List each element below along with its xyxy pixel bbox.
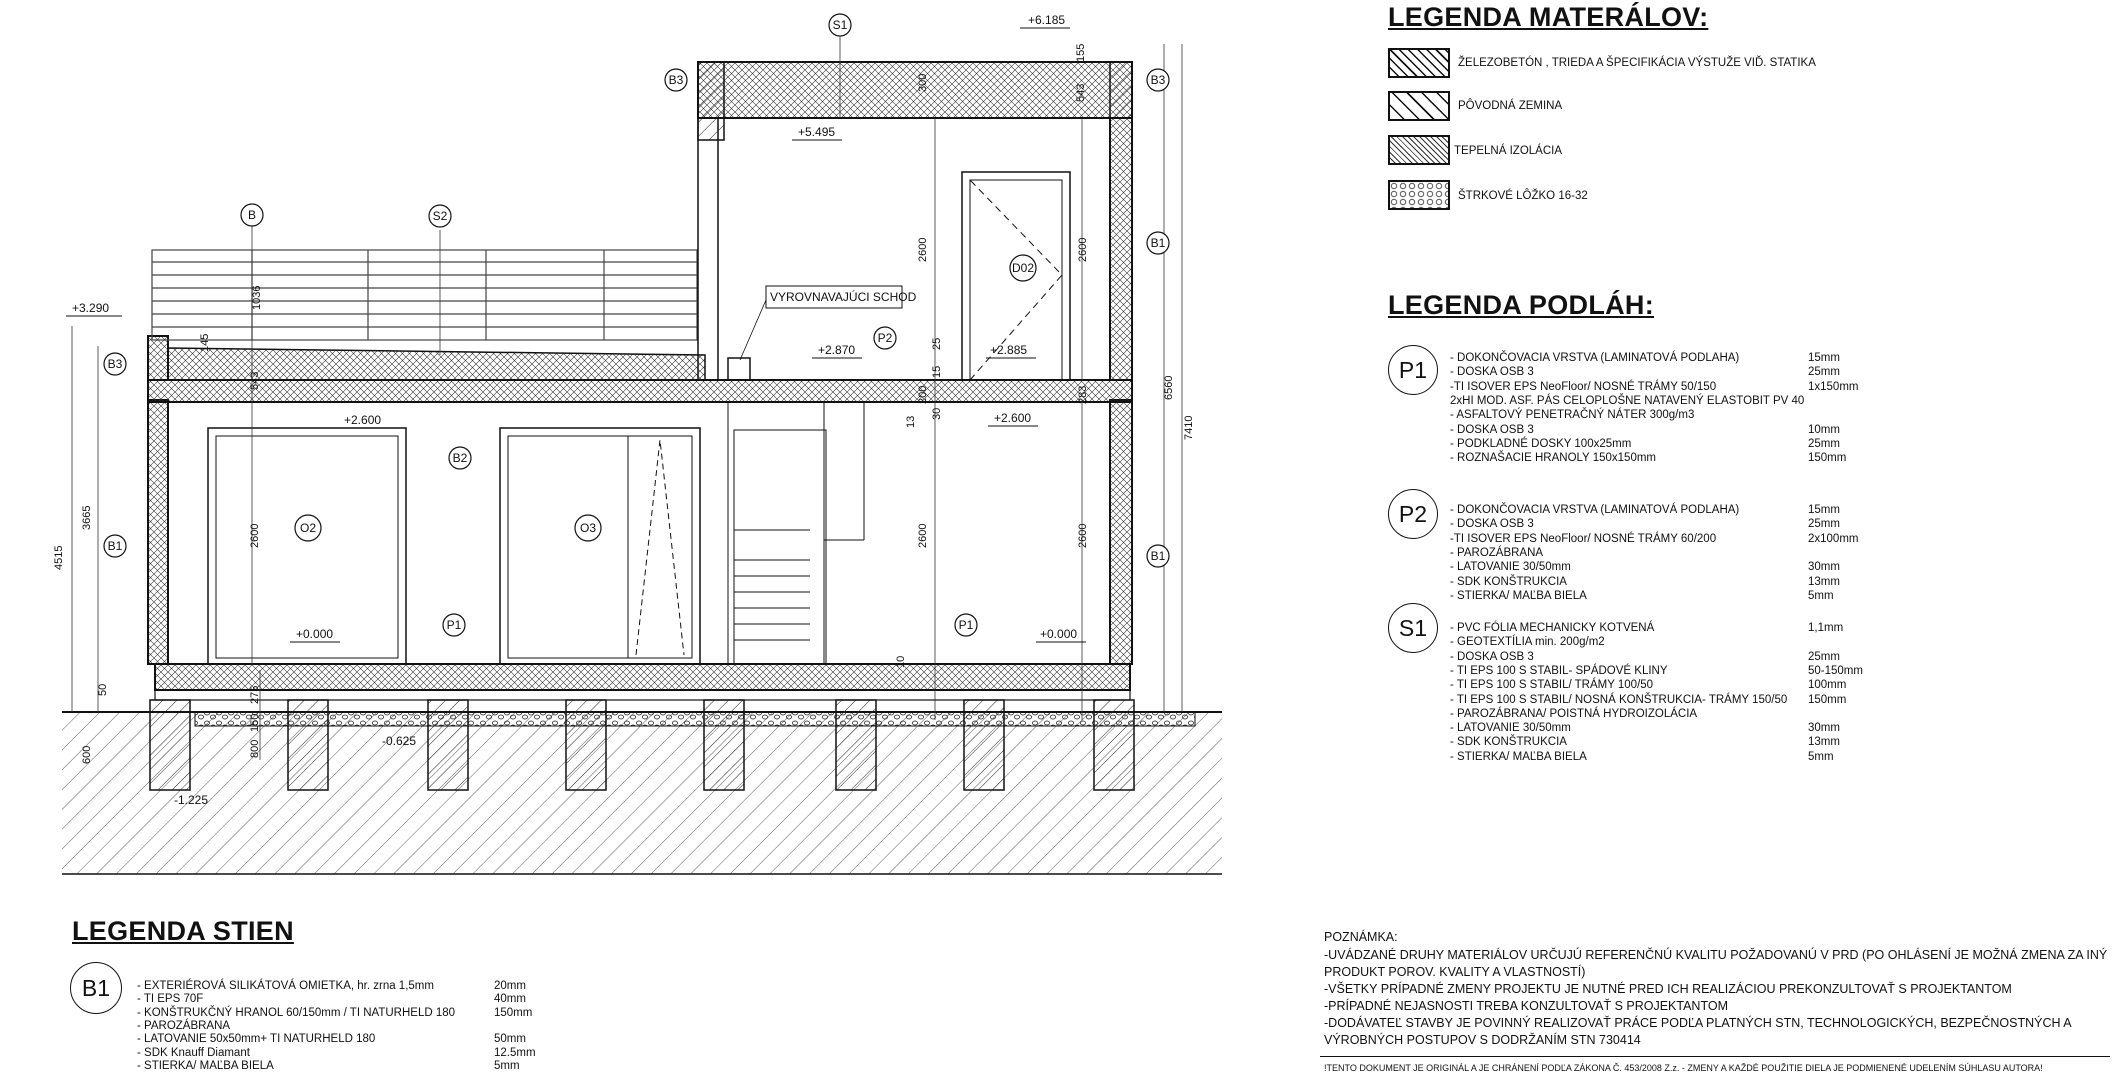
floor-tag-p2: P2 bbox=[1388, 489, 1438, 539]
layer-thickness: 15mm bbox=[1808, 352, 1840, 364]
swatch-gravel-bed bbox=[1388, 180, 1450, 210]
layer-thickness: 15mm bbox=[1808, 504, 1840, 516]
dim-25: 25 bbox=[931, 337, 943, 350]
elev-ceiling-right: +2.600 bbox=[994, 411, 1032, 425]
material-label-gravel: ŠTRKOVÉ LÔŽKO 16-32 bbox=[1458, 190, 1588, 202]
staircase bbox=[728, 402, 864, 664]
elev-floor-right: +0.000 bbox=[1040, 627, 1078, 641]
layer-thickness: 25mm bbox=[1808, 366, 1840, 379]
wall-tag-b1: B1 bbox=[70, 962, 122, 1014]
swatch-thermal-insulation bbox=[1388, 135, 1450, 165]
layer-thickness: 5mm bbox=[494, 1059, 520, 1072]
layer-thickness: 1x150mm bbox=[1808, 380, 1859, 393]
tag-p1-left: P1 bbox=[446, 618, 462, 632]
tag-s1: S1 bbox=[832, 18, 848, 32]
dim-left-lower: 3665 bbox=[81, 505, 93, 530]
tag-p2: P2 bbox=[877, 331, 893, 345]
tag-b3-terrace: B3 bbox=[107, 357, 123, 371]
layer-row: - LATOVANIE 50x50mm+ TI NATURHELD 180 bbox=[137, 1033, 376, 1046]
layer-row: - ASFALTOVÝ PENETRAČNÝ NÁTER 300g/m3 bbox=[1450, 409, 1695, 422]
elev-ceiling-left: +2.600 bbox=[344, 413, 382, 427]
wall-right-lower bbox=[1110, 400, 1132, 664]
dim-150: 150 bbox=[249, 713, 261, 732]
layer-thickness: 150mm bbox=[1808, 693, 1847, 706]
elev-parapet: +3.290 bbox=[72, 301, 110, 315]
dim-left-total: 4515 bbox=[53, 545, 65, 570]
layer-row: - DOKONČOVACIA VRSTVA (LAMINATOVÁ PODLAHA) bbox=[1450, 352, 1740, 364]
dim-2600-upper-right: 2600 bbox=[1077, 237, 1089, 262]
dim-200-mid: 200 bbox=[917, 385, 929, 404]
layer-row: - SDK KONŠTRUKCIA bbox=[1450, 736, 1567, 749]
note-line: VÝROBNÝCH POSTUPOV S DODRŽANÍM STN 730414 bbox=[1324, 1033, 1641, 1047]
dim-2600-stair: 2600 bbox=[917, 523, 929, 548]
layer-row: -TI ISOVER EPS NeoFloor/ NOSNÉ TRÁMY 60/200 bbox=[1450, 532, 1717, 545]
dim-upper-height: 6560 bbox=[1163, 375, 1175, 400]
layer-row: - SDK Knauff Diamant bbox=[137, 1046, 250, 1059]
layer-row: - STIERKA/ MAĽBA BIELA bbox=[137, 1059, 274, 1072]
copyright-notice: !TENTO DOKUMENT JE ORIGINÁL A JE CHRÁNENÍ PODĽA ZÁKONA Č. 453/2008 Z.z. - ZMENY A KAŽDÉ POUŽITIE DIELA JE PODMIENENÉ UDELENÍM SÚHLASU AUTORA! bbox=[1324, 1063, 2043, 1073]
material-label-concrete: ŽELEZOBETÓN , TRIEDA A ŠPECIFIKÁCIA VÝSTUŽE VIĎ. STATIKA bbox=[1458, 57, 1816, 69]
layer-row: 2xHI MOD. ASF. PÁS CELOPLOŠNE NATAVENÝ ELASTOBIT PV 40 bbox=[1450, 394, 1805, 407]
layer-row: - PAROZÁBRANA bbox=[137, 1019, 231, 1032]
dim-145: 145 bbox=[199, 333, 211, 352]
dim-50: 50 bbox=[97, 683, 109, 696]
tag-b2: B2 bbox=[452, 451, 468, 465]
dim-275: 275 bbox=[249, 685, 261, 704]
layer-row: - TI EPS 100 S STABIL/ TRÁMY 100/50 bbox=[1450, 679, 1654, 692]
tag-d02: D02 bbox=[1011, 261, 1035, 275]
dim-2600-upper-left: 2600 bbox=[917, 237, 929, 262]
swatch-reinforced-concrete bbox=[1388, 48, 1450, 78]
tag-b3-left: B3 bbox=[668, 73, 684, 87]
layer-row: - PODKLADNÉ DOSKY 100x25mm bbox=[1450, 437, 1632, 450]
layer-row: - SDK KONŠTRUKCIA bbox=[1450, 575, 1567, 588]
layer-thickness: 1,1mm bbox=[1808, 622, 1844, 634]
layer-thickness: 13mm bbox=[1808, 736, 1840, 749]
layer-thickness: 50-150mm bbox=[1808, 664, 1863, 677]
layer-row: - TI EPS 70F bbox=[137, 993, 204, 1006]
layer-thickness: 150mm bbox=[1808, 452, 1847, 465]
layer-row: - TI EPS 100 S STABIL- SPÁDOVÉ KLINY bbox=[1450, 664, 1668, 677]
layer-row: - DOSKA OSB 3 bbox=[1450, 423, 1534, 436]
tag-o3: O3 bbox=[579, 521, 597, 535]
layer-thickness: 50mm bbox=[494, 1033, 526, 1046]
tag-s2: S2 bbox=[432, 209, 448, 223]
layer-thickness: 100mm bbox=[1808, 679, 1847, 692]
layer-row: - TI EPS 100 S STABIL/ NOSNÁ KONŠTRUKCIA- TRÁMY 150/50 bbox=[1450, 693, 1788, 706]
dim-total-height: 7410 bbox=[1183, 415, 1195, 440]
layer-row: - KONŠTRUKČNÝ HRANOL 60/150mm / TI NATURHELD 180 bbox=[137, 1006, 456, 1019]
roof-edge-right bbox=[1110, 62, 1132, 118]
layer-row: - DOSKA OSB 3 bbox=[1450, 518, 1534, 531]
wall-left bbox=[148, 400, 168, 664]
ground-floor-slab bbox=[155, 664, 1130, 690]
tag-b1-left: B1 bbox=[107, 539, 123, 553]
dim-2600-right: 2600 bbox=[1077, 523, 1089, 548]
elev-footing-a: -0.625 bbox=[382, 734, 417, 748]
tag-b1-upper: B1 bbox=[1150, 236, 1166, 250]
layer-row: - PAROZÁBRANA bbox=[1450, 546, 1544, 559]
layer-row: - PAROZÁBRANA/ POISTNÁ HYDROIZOLÁCIA bbox=[1450, 707, 1698, 720]
note-line: -PRÍPADNÉ NEJASNOSTI TREBA KONZULTOVAŤ S PROJEKTANTOM bbox=[1324, 999, 1729, 1013]
layer-row: - ROZNAŠACIE HRANOLY 150x150mm bbox=[1450, 452, 1656, 465]
mid-floor-slab bbox=[148, 380, 1132, 402]
roof-edge-left bbox=[698, 62, 724, 140]
layer-row: - DOSKA OSB 3 bbox=[1450, 650, 1534, 663]
layer-thickness: 30mm bbox=[1808, 722, 1840, 735]
layer-thickness: 10mm bbox=[1808, 423, 1840, 436]
layer-thickness: 5mm bbox=[1808, 750, 1834, 763]
elev-upper-floor-right: +2.885 bbox=[990, 343, 1028, 357]
legend-materials-title: LEGENDA MATERÁLOV: bbox=[1388, 2, 1709, 32]
roof-slab bbox=[698, 62, 1132, 118]
layer-thickness: 25mm bbox=[1808, 650, 1840, 663]
elev-upper-floor-left: +2.870 bbox=[818, 343, 856, 357]
layer-row: - DOSKA OSB 3 bbox=[1450, 366, 1534, 379]
layer-row: - GEOTEXTÍLIA min. 200g/m2 bbox=[1450, 636, 1605, 649]
layer-row: - LATOVANIE 30/50mm bbox=[1450, 722, 1571, 735]
layer-thickness: 13mm bbox=[1808, 575, 1840, 588]
note-line: -DODÁVATEĽ STAVBY JE POVINNÝ REALIZOVAŤ PRÁCE PODĽA PLATNÝCH STN, TECHNOLOGICKÝCH, BEZPEČNOSTNÝCH A bbox=[1324, 1016, 2072, 1030]
terrace-railing bbox=[152, 250, 697, 340]
layer-thickness: 12.5mm bbox=[494, 1046, 536, 1059]
parapet bbox=[148, 336, 168, 380]
layer-thickness: 20mm bbox=[494, 980, 526, 992]
notes-heading: POZNÁMKA: bbox=[1324, 930, 1398, 944]
material-label-soil: PÔVODNÁ ZEMINA bbox=[1458, 100, 1563, 112]
dim-railing: 1036 bbox=[251, 285, 263, 310]
dim-800: 800 bbox=[249, 739, 261, 758]
elevation-lines bbox=[66, 28, 1086, 642]
dim-283: 283 bbox=[1077, 385, 1089, 404]
levelling-step-callout: VYROVNAVAJÚCI SCHOD bbox=[770, 290, 917, 304]
note-line: -VŠETKY PRÍPADNÉ ZMENY PROJEKTU JE NUTNÉ PRED ICH REALIZÁCIOU PREKONZULTOVAŤ S PROJEKTANTOM bbox=[1324, 982, 2012, 996]
layer-row: - EXTERIÉROVÁ SILIKÁTOVÁ OMIETKA, hr. zrna 1,5mm bbox=[137, 980, 434, 992]
layer-thickness: 2x100mm bbox=[1808, 532, 1859, 545]
tag-b1-lower: B1 bbox=[1150, 549, 1166, 563]
elev-floor-left: +0.000 bbox=[296, 627, 334, 641]
layer-thickness: 5mm bbox=[1808, 589, 1834, 602]
dim-30: 30 bbox=[931, 407, 943, 420]
floor-beams bbox=[155, 690, 1130, 700]
legend-walls-title: LEGENDA STIEN bbox=[72, 916, 294, 946]
note-line: PRODUKT POROV. KVALITY A VLASTNOSTÍ) bbox=[1324, 965, 1586, 979]
layer-row: - STIERKA/ MAĽBA BIELA bbox=[1450, 750, 1587, 763]
dim-10: 10 bbox=[895, 655, 907, 668]
floor-tag-p1: P1 bbox=[1388, 345, 1438, 395]
tag-b3-right: B3 bbox=[1150, 73, 1166, 87]
levelling-step bbox=[728, 358, 750, 380]
upper-wall-left bbox=[698, 118, 718, 380]
layer-row: -TI ISOVER EPS NeoFloor/ NOSNÉ TRÁMY 50/150 bbox=[1450, 380, 1717, 393]
footer-divider bbox=[1320, 1056, 2110, 1057]
dim-13: 13 bbox=[905, 415, 917, 428]
layer-row: - DOKONČOVACIA VRSTVA (LAMINATOVÁ PODLAHA) bbox=[1450, 504, 1740, 516]
dim-2600-window: 2600 bbox=[249, 523, 261, 548]
elev-roof-top: +6.185 bbox=[1028, 13, 1066, 27]
tag-b: B bbox=[247, 208, 257, 222]
swatch-original-soil bbox=[1388, 91, 1450, 121]
layer-thickness: 25mm bbox=[1808, 518, 1840, 531]
dim-300: 300 bbox=[917, 73, 929, 92]
layer-row: - LATOVANIE 30/50mm bbox=[1450, 561, 1571, 574]
dim-15: 15 bbox=[931, 365, 943, 378]
window-o3 bbox=[500, 428, 700, 664]
tag-o2: O2 bbox=[299, 521, 317, 535]
dim-600: 600 bbox=[81, 745, 93, 764]
layer-row: - STIERKA/ MAĽBA BIELA bbox=[1450, 589, 1587, 602]
layer-thickness: 30mm bbox=[1808, 561, 1840, 574]
layer-thickness: 40mm bbox=[494, 993, 526, 1006]
layer-thickness: 25mm bbox=[1808, 437, 1840, 450]
note-line: -UVÁDZANÉ DRUHY MATERIÁLOV URČUJÚ REFERENČNÚ KVALITU POŽADOVANÚ V PRD (PO OHLÁSENÍ JE MOŽNÁ ZMENA ZA INÝ bbox=[1324, 948, 2108, 962]
layer-thickness: 150mm bbox=[494, 1006, 533, 1019]
dim-543-left: 543 bbox=[249, 371, 261, 390]
material-label-insulation: TEPELNÁ IZOLÁCIA bbox=[1454, 145, 1563, 157]
floor-tag-s1: S1 bbox=[1388, 603, 1438, 653]
tag-p1-right: P1 bbox=[958, 618, 974, 632]
elev-footing-b: -1.225 bbox=[174, 793, 209, 807]
layer-row: - PVC FÓLIA MECHANICKY KOTVENÁ bbox=[1450, 622, 1655, 634]
upper-wall-right bbox=[1110, 118, 1132, 380]
elev-upper-ceiling: +5.495 bbox=[798, 125, 836, 139]
dim-155: 155 bbox=[1075, 43, 1087, 62]
legend-floors-title: LEGENDA PODLÁH: bbox=[1388, 290, 1654, 320]
ground bbox=[62, 712, 1222, 874]
dim-543-right: 543 bbox=[1075, 83, 1087, 102]
